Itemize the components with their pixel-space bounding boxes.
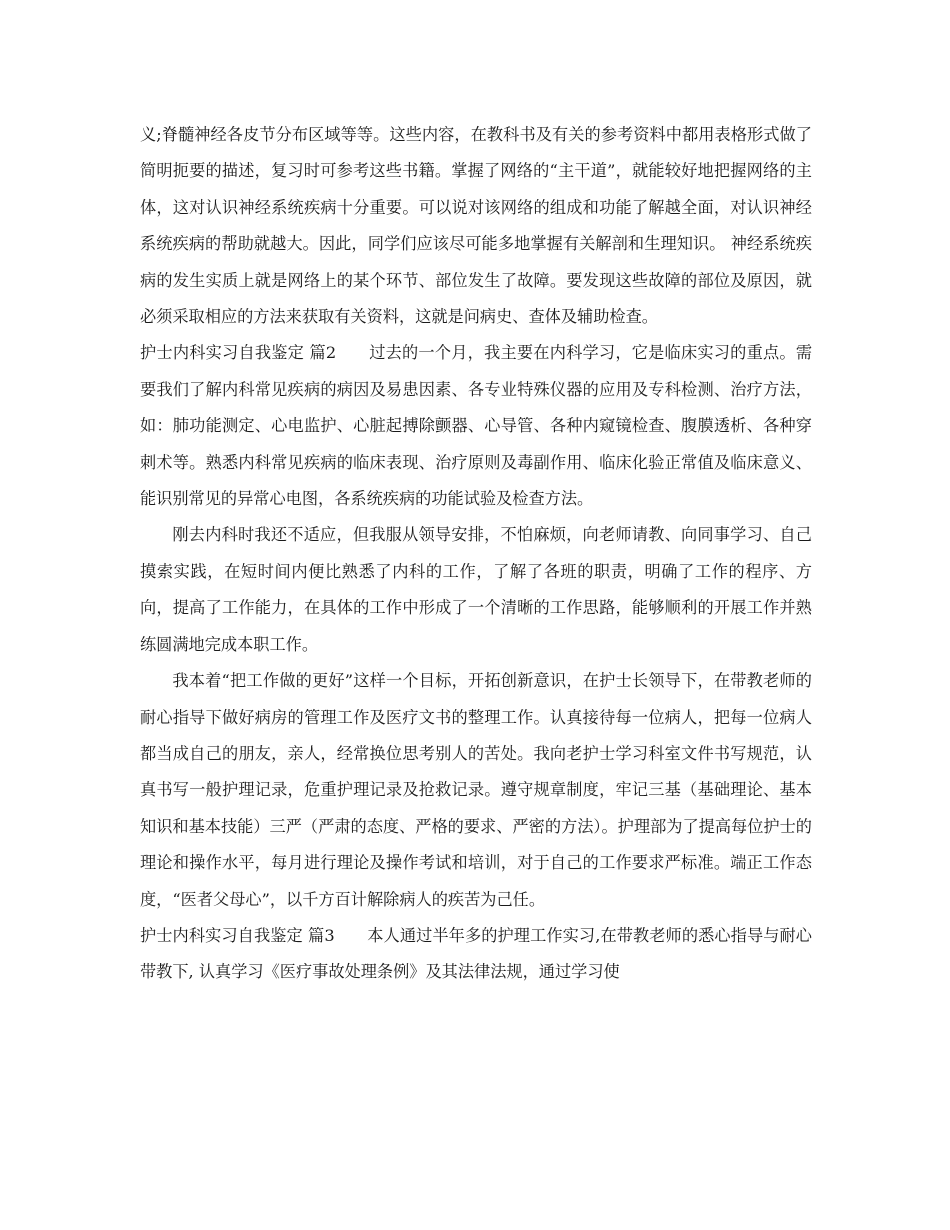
paragraph-text: 义;脊髓神经各皮节分布区域等等。这些内容，在教科书及有关的参考资料中都用表格形式做了简明扼要的描述，复习时可参考这些书籍。掌握了网络的“主干道”，就能较好地把握网络的主体，这对认识神经系统疾病十分重要。可以说对该网络的组成和功能了解越全面，对认识神经系统疾病的帮助就越大。因此，同学们应该尽可能多地掌握有关解剖和生理知识。 神经系统疾病的发生实质上就是网络上的某个环节、部位发生了故障。要发现这些故障的部位及原因，就必须采取相应的方法来获取有关资料，这就是问病史、查体及辅助检查。	[140, 125, 812, 327]
section-heading: 护士内科实习自我鉴定 篇3	[140, 925, 335, 945]
paragraph	[140, 335, 812, 517]
paragraph	[140, 517, 812, 663]
paragraph-text: 我本着“把工作做的更好”这样一个目标，开拓创新意识，在护士长领导下，在带教老师的耐心指导下做好病房的管理工作及医疗文书的整理工作。认真接待每一位病人，把每一位病人都当成自己的朋友，亲人，经常换位思考别人的苦处。我向老护士学习科室文件书写规范，认真书写一般护理记录，危重护理记录及抢救记录。遵守规章制度，牢记三基（基础理论、基本知识和基本技能）三严（严肃的态度、严格的要求、严密的方法）。护理部为了提高每位护士的理论和操作水平，每月进行理论及操作考试和培训，对于自己的工作要求严标准。端正工作态度，“医者父母心”，以千方百计解除病人的疾苦为己任。	[140, 671, 812, 909]
paragraph	[140, 117, 812, 335]
document-body	[140, 117, 812, 991]
paragraph-text: 过去的一个月，我主要在内科学习，它是临床实习的重点。需要我们了解内科常见疾病的病因及易患因素、各专业特殊仪器的应用及专科检测、治疗方法，如：肺功能测定、心电监护、心脏起搏除颤器、心导管、各种内窥镜检查、腹膜透析、各种穿刺术等。熟悉内科常见疾病的临床表现、治疗原则及毒副作用、临床化验正常值及临床意义、能识别常见的异常心电图，各系统疾病的功能试验及检查方法。	[140, 343, 813, 509]
paragraph-text: 刚去内科时我还不适应，但我服从领导安排，不怕麻烦，向老师请教、向同事学习、自己摸索实践，在短时间内便比熟悉了内科的工作，了解了各班的职责，明确了工作的程序、方向，提高了工作能力，在具体的工作中形成了一个清晰的工作思路，能够顺利的开展工作并熟练圆满地完成本职工作。	[140, 525, 812, 654]
paragraph	[140, 663, 812, 918]
paragraph-text: 本人通过半年多的护理工作实习,在带教老师的悉心指导与耐心带教下, 认真学习《医疗事故处理条例》及其法律法规，通过学习使	[140, 925, 812, 982]
section-heading: 护士内科实习自我鉴定 篇2	[140, 343, 337, 363]
paragraph	[140, 918, 812, 991]
